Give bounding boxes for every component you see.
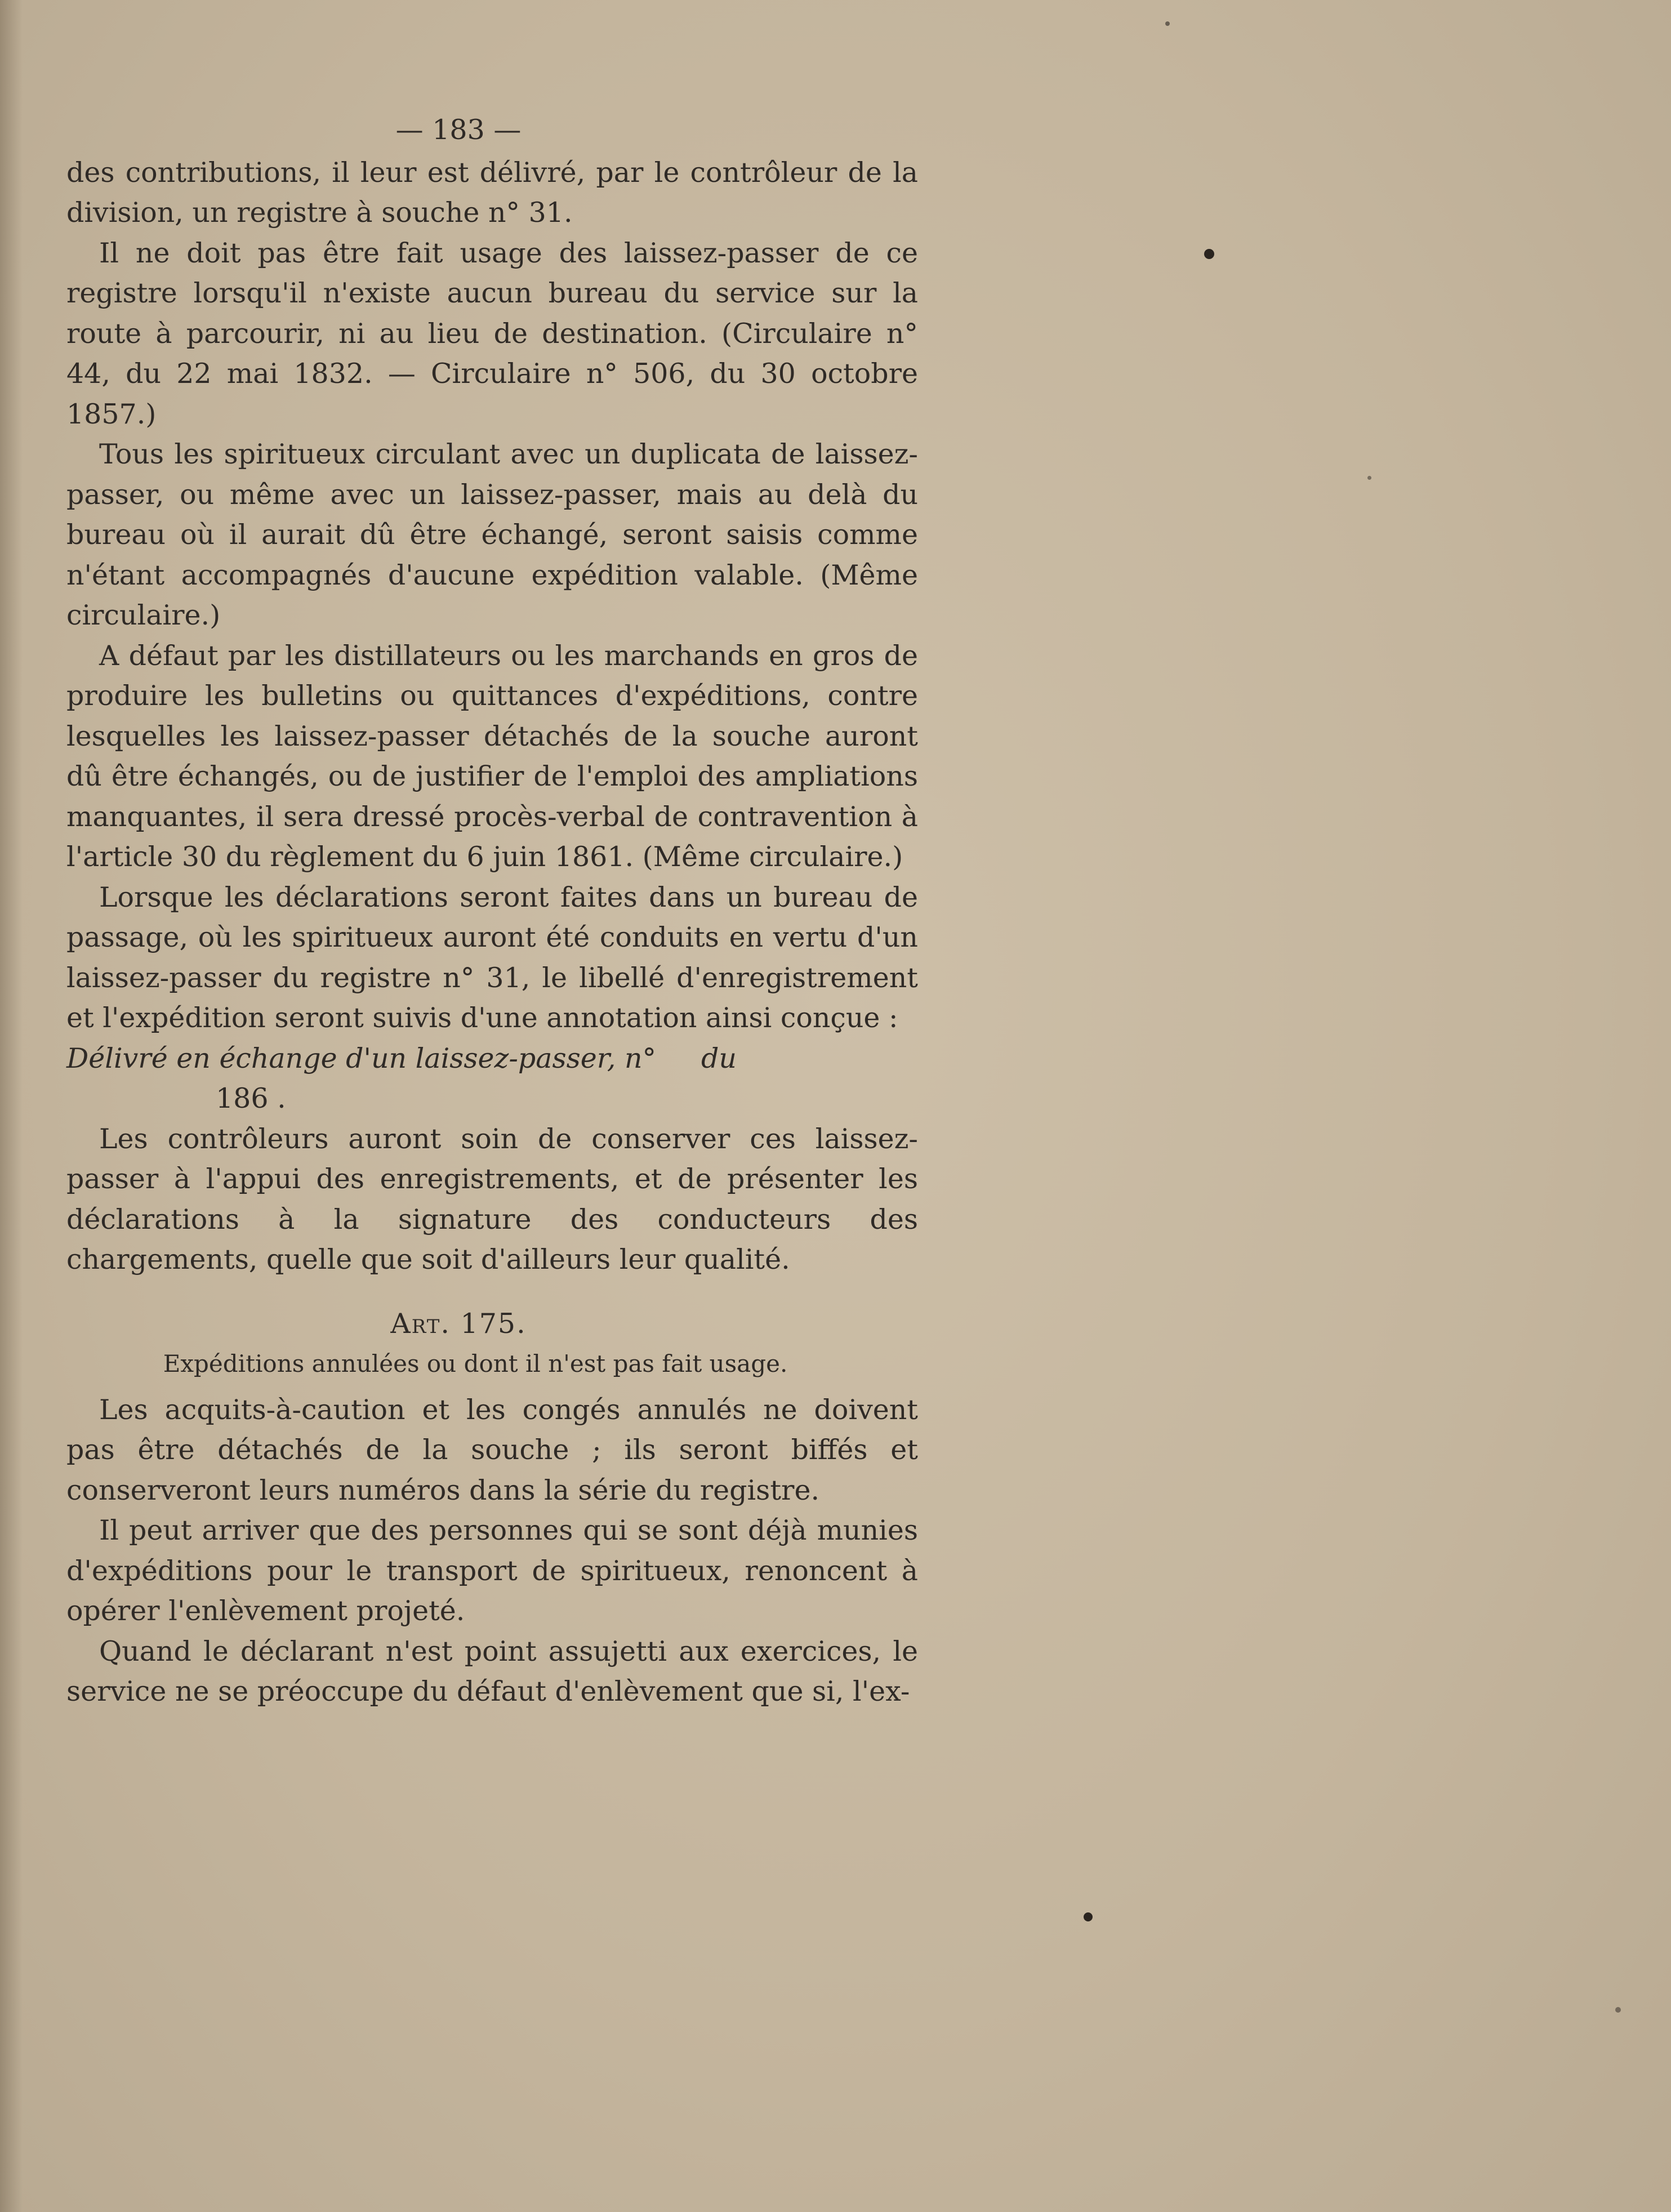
ink-speck xyxy=(1204,249,1214,259)
annotation-formula-year: 186 . xyxy=(216,1082,286,1114)
page-edge-shadow xyxy=(0,0,23,2212)
annotation-formula xyxy=(66,1038,918,1079)
page-body xyxy=(66,110,918,1712)
article-paragraph-2: Il peut arriver que des personnes qui se sont déjà munies d'expéditions pour le transport de spiritueux, renoncent à opérer l'enlèvement projeté. xyxy=(66,1514,918,1627)
paragraph-5: Lorsque les déclarations seront faites dans un bureau de passage, où les spiritueux auront été conduits en vertu d'un laissez-passer du registre n° 31, le libellé d'enregistrement et l'expédition seront suivis d'une annotation ainsi conçue : xyxy=(66,881,918,1034)
ink-speck xyxy=(1615,2007,1621,2013)
ink-speck xyxy=(1084,1912,1093,1921)
ink-speck xyxy=(1165,21,1170,26)
article-paragraph-1: Les acquits-à-caution et les congés annulés ne doivent pas être détachés de la souche ; ils seront biffés et conserveront leurs numéros dans la série du registre. xyxy=(66,1393,918,1506)
article-subtitle: Expéditions annulées ou dont il n'est pas fait usage. xyxy=(163,1350,788,1377)
paragraph-3: Tous les spiritueux circulant avec un duplicata de laissez-passer, ou même avec un laissez-passer, mais au delà du bureau où il aurait dû être échangé, seront saisis comme n'étant accompagnés d'aucune expédition valable. (Même circulaire.) xyxy=(66,438,918,631)
article-heading: Art. 175. xyxy=(390,1307,527,1340)
paragraph-6: Les contrôleurs auront soin de conserver ces laissez-passer à l'appui des enregistrements, et de présenter les déclarations à la signature des conducteurs des chargements, quelle que soit d'ailleurs leur qualité. xyxy=(66,1122,918,1276)
annotation-formula-text: Délivré en échange d'un laissez-passer, n° xyxy=(66,1042,657,1074)
paragraph-2: Il ne doit pas être fait usage des laissez-passer de ce registre lorsqu'il n'existe aucun bureau du service sur la route à parcourir, ni au lieu de destination. (Circulaire n° 44, du 22 mai 1832. — Circulaire n° 506, du 30 octobre 1857.) xyxy=(66,237,918,430)
page-number: — 183 — xyxy=(395,114,522,146)
annotation-formula-du: du xyxy=(701,1042,737,1074)
paragraph-1: des contributions, il leur est délivré, par le contrôleur de la division, un registre à souche n° 31. xyxy=(66,156,918,229)
ink-speck xyxy=(1367,476,1371,480)
article-paragraph-3: Quand le déclarant n'est point assujetti aux exercices, le service ne se préoccupe du défaut d'enlèvement que si, l'ex- xyxy=(66,1635,918,1707)
paragraph-4: A défaut par les distillateurs ou les marchands en gros de produire les bulletins ou quittances d'expéditions, contre lesquelles les laissez-passer détachés de la souche auront dû être échangés, ou de justifier de l'emploi des ampliations manquantes, il sera dressé procès-verbal de contravention à l'article 30 du règlement du 6 juin 1861. (Même circulaire.) xyxy=(66,639,918,873)
